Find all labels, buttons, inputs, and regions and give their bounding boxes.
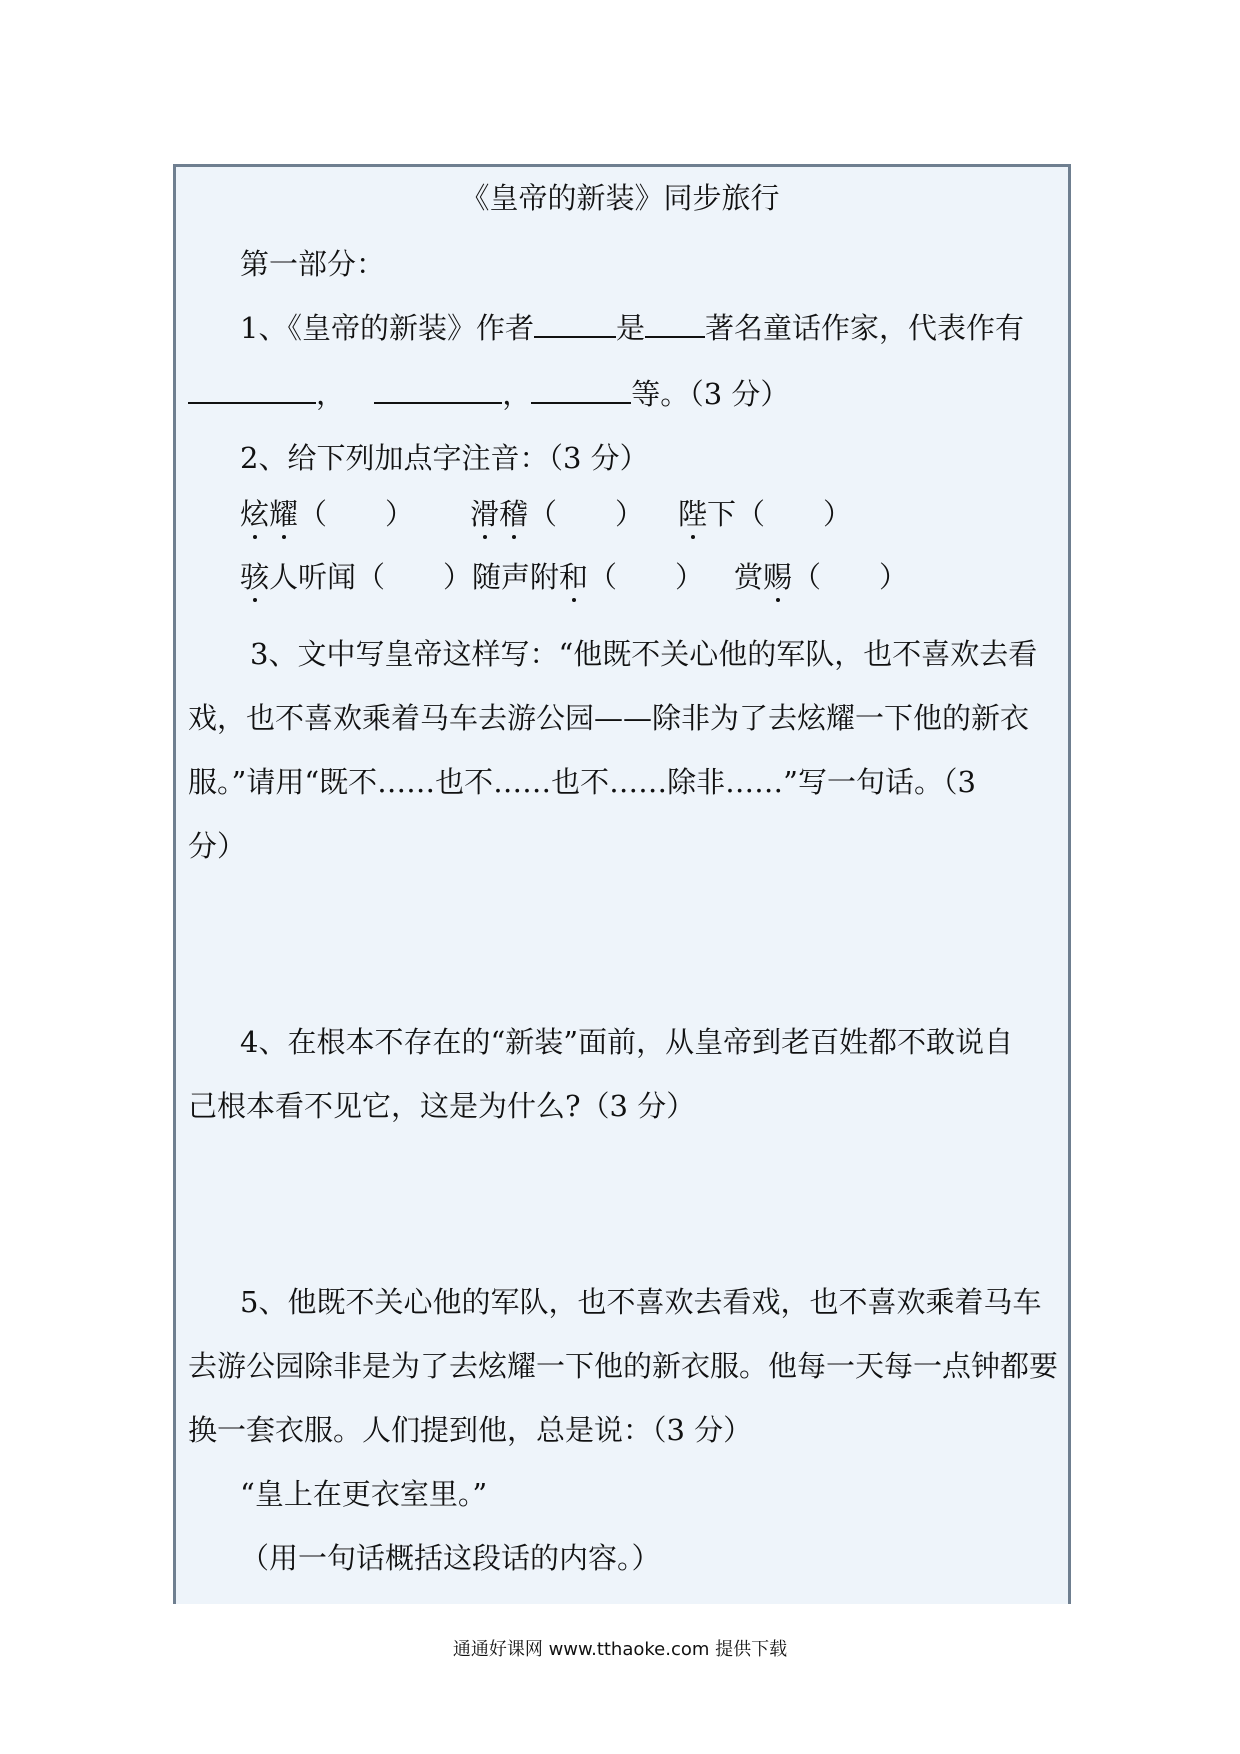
answer-parens: （ ） <box>792 560 909 594</box>
answer-parens: （ ） <box>356 560 473 594</box>
question-4-line-2: 己根本看不见它，这是为什么?（3 分） <box>188 1089 696 1123</box>
dotted-char: 陛 <box>678 497 708 531</box>
q1-text-b: 是 <box>615 311 645 345</box>
answer-parens: （ ） <box>736 497 853 531</box>
pinyin-item-4[interactable] <box>240 557 472 597</box>
dotted-char: 炫 <box>240 497 270 531</box>
dotted-char: 耀 <box>269 497 299 531</box>
answer-parens: （ ） <box>298 497 415 531</box>
author-blank[interactable] <box>534 308 616 338</box>
answer-parens: （ ） <box>588 560 705 594</box>
pinyin-item-5[interactable] <box>472 557 704 597</box>
question-5-line-1: 5、他既不关心他的军队，也不喜欢去看戏，也不喜欢乘着马车 <box>240 1285 1042 1319</box>
dotted-char: 骇 <box>240 560 270 594</box>
dotted-char: 赐 <box>763 560 793 594</box>
question-3-line-1: 3、文中写皇帝这样写：“他既不关心他的军队，也不喜欢去看 <box>250 637 1038 671</box>
dotted-char: 滑 <box>470 497 500 531</box>
pinyin-item-3[interactable] <box>678 494 852 534</box>
page-title: 《皇帝的新装》同步旅行 <box>460 181 780 215</box>
plain-chars: 随声附 <box>472 560 560 594</box>
question-5-quote: “皇上在更衣室里。” <box>240 1477 488 1511</box>
question-5-instruction: （用一句话概括这段话的内容。） <box>240 1541 661 1575</box>
section-heading: 第一部分： <box>240 247 386 281</box>
plain-chars: 人听闻 <box>269 560 357 594</box>
pinyin-item-2[interactable] <box>470 494 644 534</box>
question-4-line-1: 4、在根本不存在的“新装”面前，从皇帝到老百姓都不敢说自 <box>240 1025 1014 1059</box>
plain-char: 赏 <box>734 560 764 594</box>
work-blank-1[interactable] <box>188 374 316 404</box>
country-blank[interactable] <box>645 308 705 338</box>
dotted-char: 和 <box>559 560 589 594</box>
pinyin-item-6[interactable] <box>734 557 908 597</box>
question-5-line-3: 换一套衣服。人们提到他，总是说：（3 分） <box>188 1413 753 1447</box>
question-1-line-2 <box>188 374 789 414</box>
question-3-line-4: 分） <box>188 829 247 863</box>
question-3-line-2: 戏，也不喜欢乘着马车去游公园——除非为了去炫耀一下他的新衣 <box>188 701 1030 735</box>
q1-text-c: 著名童话作家，代表作有 <box>704 311 1024 345</box>
q1-comma-1: ， <box>316 377 346 411</box>
question-1-line-1 <box>240 308 1024 348</box>
work-blank-3[interactable] <box>531 374 631 404</box>
work-blank-2[interactable] <box>374 374 502 404</box>
q1-text-a: 1、《皇帝的新装》作者 <box>240 311 534 345</box>
page-footer: 通通好课网 www.tthaoke.com 提供下载 <box>452 1639 788 1660</box>
plain-char: 下 <box>707 497 737 531</box>
q1-text-f: 等。（3 分） <box>631 377 790 411</box>
q1-comma-2: ， <box>502 377 532 411</box>
question-3-line-3: 服。”请用“既不……也不……也不……除非……”写一句话。（3 <box>188 765 976 799</box>
dotted-char: 稽 <box>499 497 529 531</box>
question-5-line-2: 去游公园除非是为了去炫耀一下他的新衣服。他每一天每一点钟都要 <box>188 1349 1059 1383</box>
answer-parens: （ ） <box>528 497 645 531</box>
question-2-prompt: 2、给下列加点字注音：（3 分） <box>240 441 649 475</box>
pinyin-item-1[interactable] <box>240 494 414 534</box>
